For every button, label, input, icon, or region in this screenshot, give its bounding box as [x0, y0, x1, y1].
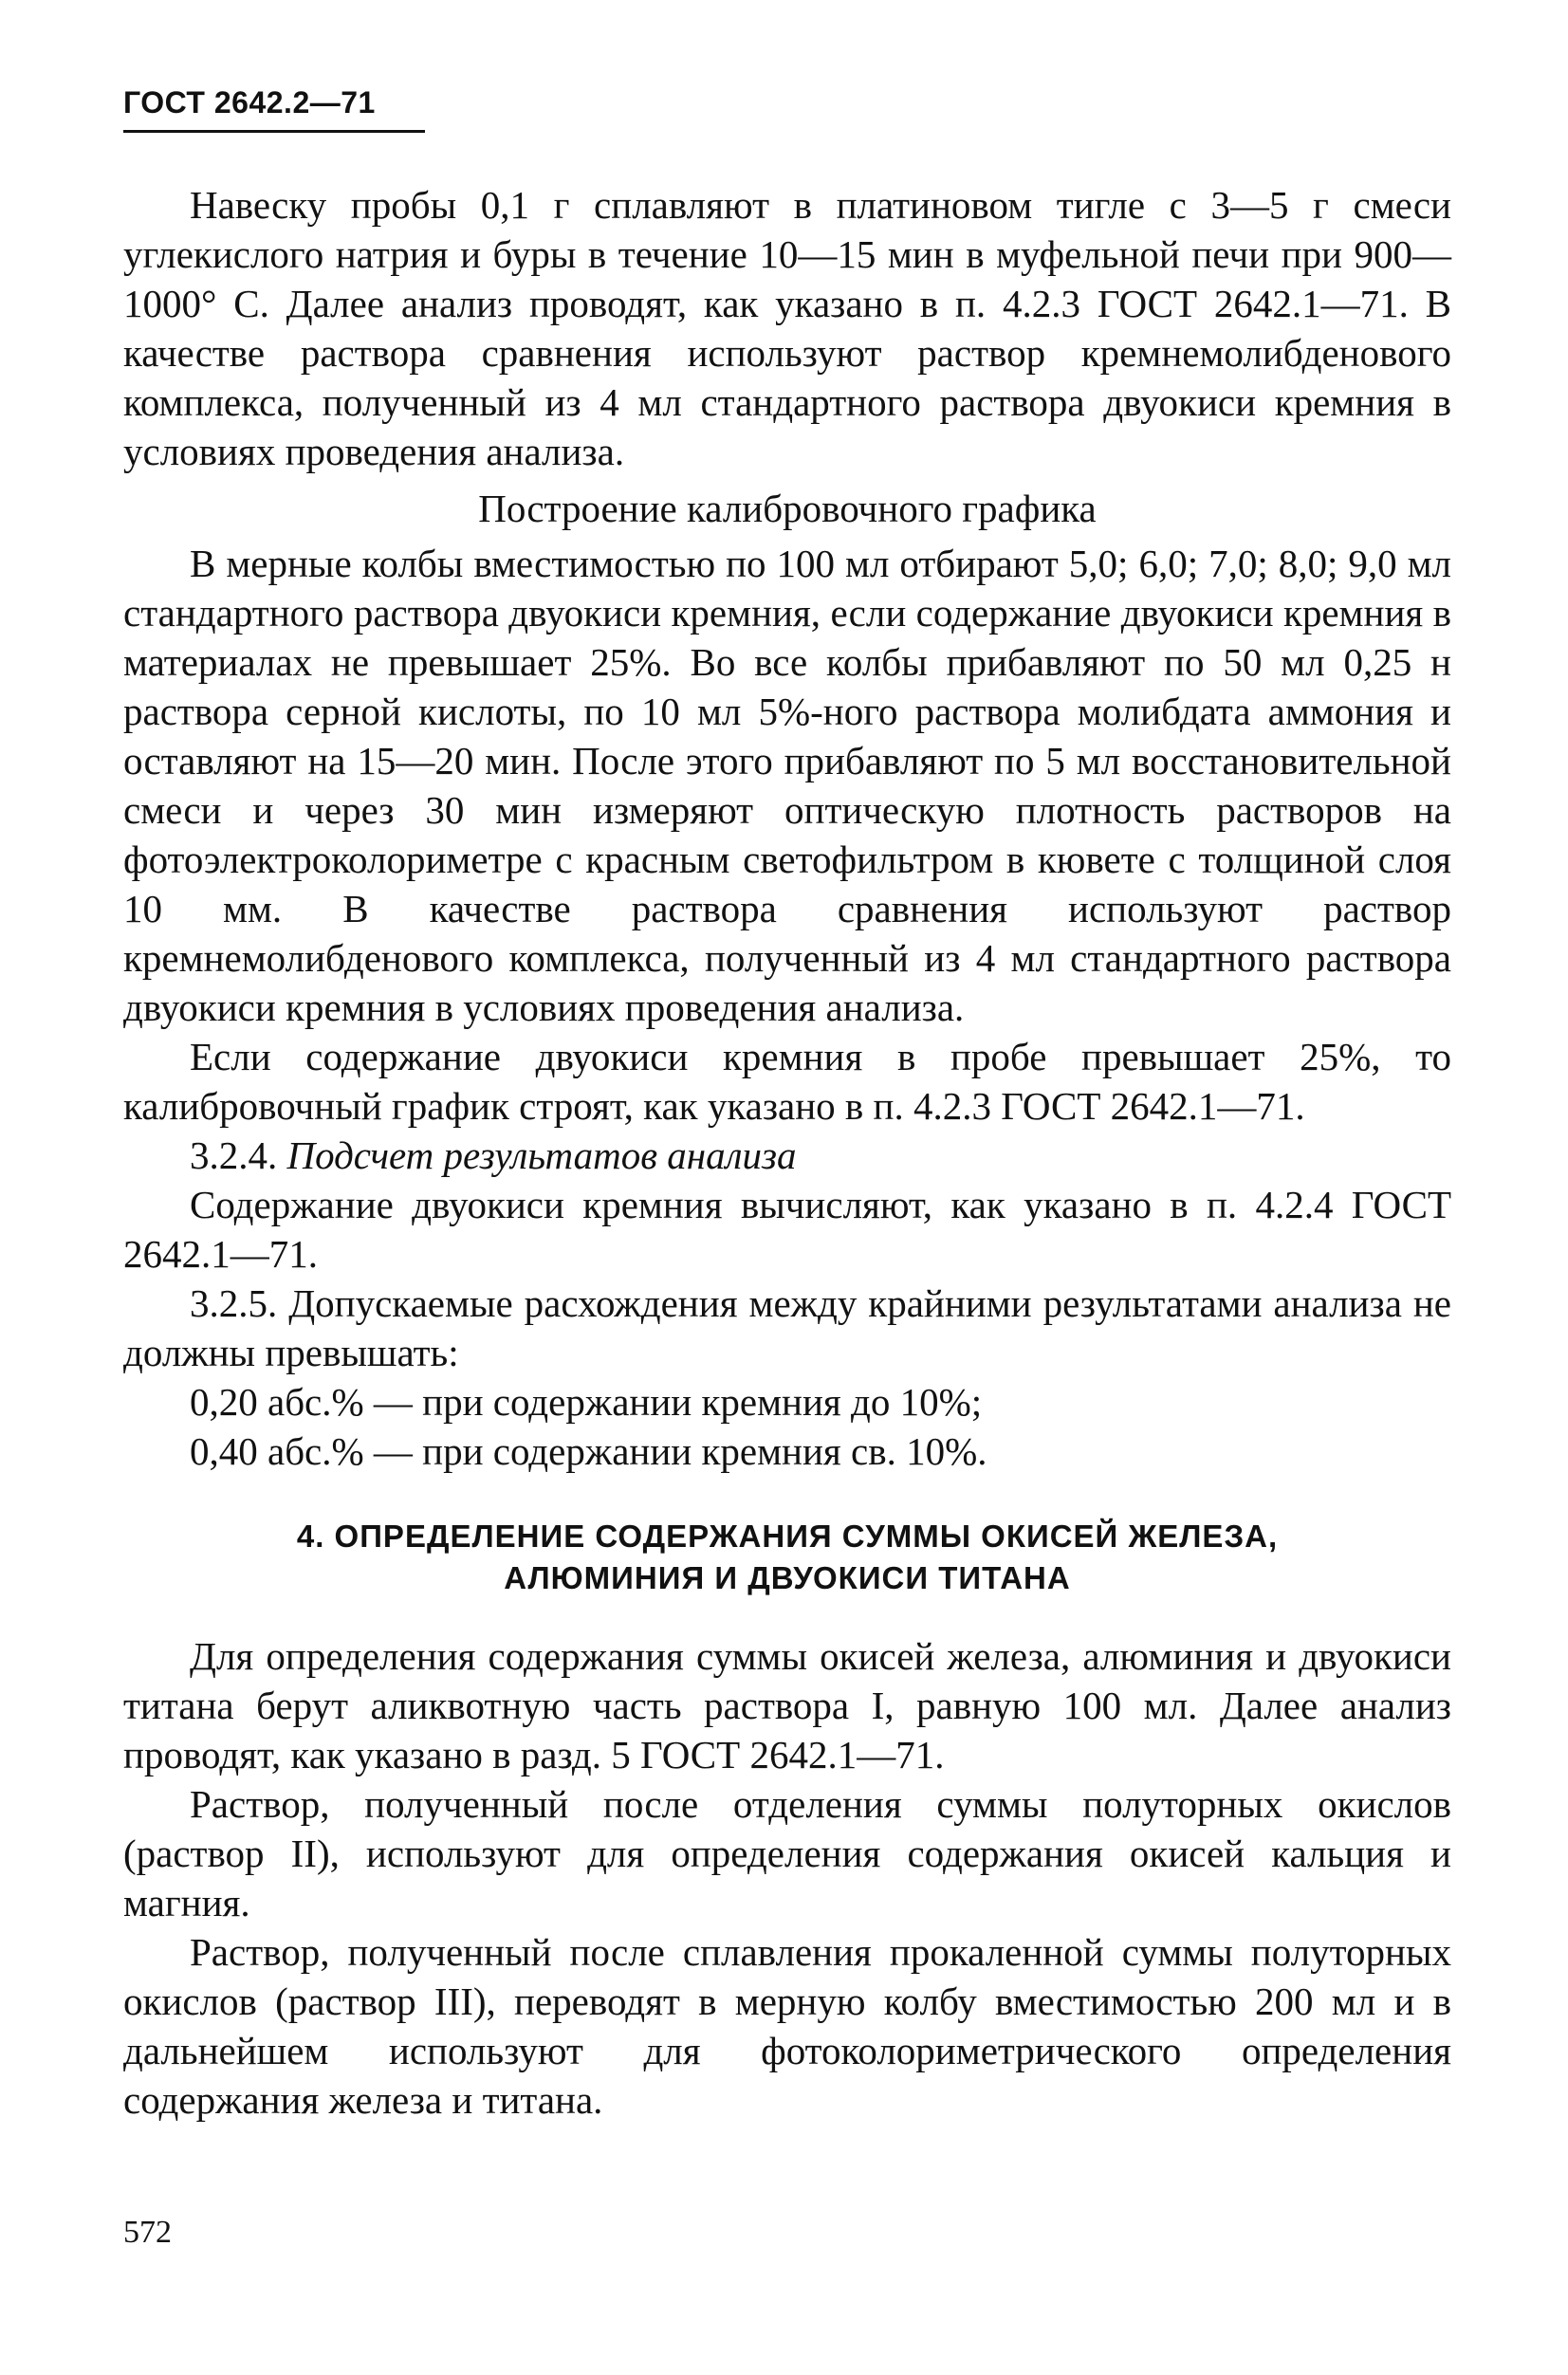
section-4-heading-line-2: АЛЮМИНИЯ И ДВУОКИСИ ТИТАНА — [504, 1560, 1071, 1595]
paragraph-section4-solution-2: Раствор, полученный после отделения суммы полуторных окислов (раствор II), используют для определения содержания окисей кальция и магния. — [123, 1782, 1451, 1924]
subsection-number: 3.2.4. — [190, 1133, 278, 1177]
document-header: ГОСТ 2642.2—71 — [123, 85, 425, 133]
subsection-title: Подсчет результатов анализа — [286, 1133, 797, 1177]
document-page — [123, 85, 1451, 2122]
paragraph-calibration: В мерные колбы вместимостью по 100 мл отбирают 5,0; 6,0; 7,0; 8,0; 9,0 мл стандартного раствора двуокиси кремния, если содержание двуокиси кремния в материалах не превышает 25%. Во все колбы прибавляют по 50 мл 0,25 н раствора серной кислоты, по 10 мл 5%-ного раствора молибдата аммония и оставляют на 15—20 мин. После этого прибавляют по 5 мл восстановительной смеси и через 30 мин измеряют оптическую плотность растворов на фотоэлектроколориметре с красным светофильтром в кювете с толщиной слоя 10 мм. В качестве раствора сравнения используют раствор кремнемолибденового комплекса, полученный из 4 мл стандартного раствора двуокиси кремния в условиях проведения анализа. — [123, 542, 1451, 1029]
section-4-heading — [123, 1516, 1451, 1599]
paragraph-section4-aliquot: Для определения содержания суммы окисей железа, алюминия и двуокиси титана берут аликвотную часть раствора I, равную 100 мл. Далее анализ проводят, как указано в разд. 5 ГОСТ 2642.1—71. — [123, 1634, 1451, 1777]
paragraph-calibration-high: Если содержание двуокиси кремния в пробе превышает 25%, то калибровочный график строят, как указано в п. 4.2.3 ГОСТ 2642.1—71. — [123, 1035, 1451, 1128]
paragraph-calculation: Содержание двуокиси кремния вычисляют, как указано в п. 4.2.4 ГОСТ 2642.1—71. — [123, 1183, 1451, 1276]
tolerance-item-1: 0,20 абс.% — при содержании кремния до 10%; — [190, 1380, 983, 1424]
paragraph-tolerances: 3.2.5. Допускаемые расхождения между крайними результатами анализа не должны превышать: — [123, 1281, 1451, 1374]
subsection-3-2-4 — [123, 1131, 1451, 1180]
section-4-heading-line-1: 4. ОПРЕДЕЛЕНИЕ СОДЕРЖАНИЯ СУММЫ ОКИСЕЙ ЖЕЛЕЗА, — [296, 1519, 1279, 1554]
paragraph-section4-solution-3: Раствор, полученный после сплавления прокаленной суммы полуторных окислов (раствор III), переводят в мерную колбу вместимостью 200 мл и в дальнейшем используют для фотоколориметрического определения содержания железа и титана. — [123, 1930, 1451, 2122]
paragraph-sample-fusion: Навеску пробы 0,1 г сплавляют в платиновом тигле с 3—5 г смеси углекислого натрия и буры в течение 10—15 мин в муфельной печи при 900—1000° С. Далее анализ проводят, как указано в п. 4.2.3 ГОСТ 2642.1—71. В качестве раствора сравнения используют раствор кремнемолибденового комплекса, полученный из 4 мл стандартного раствора двуокиси кремния в условиях проведения анализа. — [123, 183, 1451, 473]
page-number: 572 — [123, 2215, 172, 2250]
calibration-subtitle: Построение калибровочного графика — [478, 487, 1097, 530]
document-body — [123, 180, 1451, 2125]
tolerance-item-2: 0,40 абс.% — при содержании кремния св. 10%. — [190, 1429, 987, 1473]
